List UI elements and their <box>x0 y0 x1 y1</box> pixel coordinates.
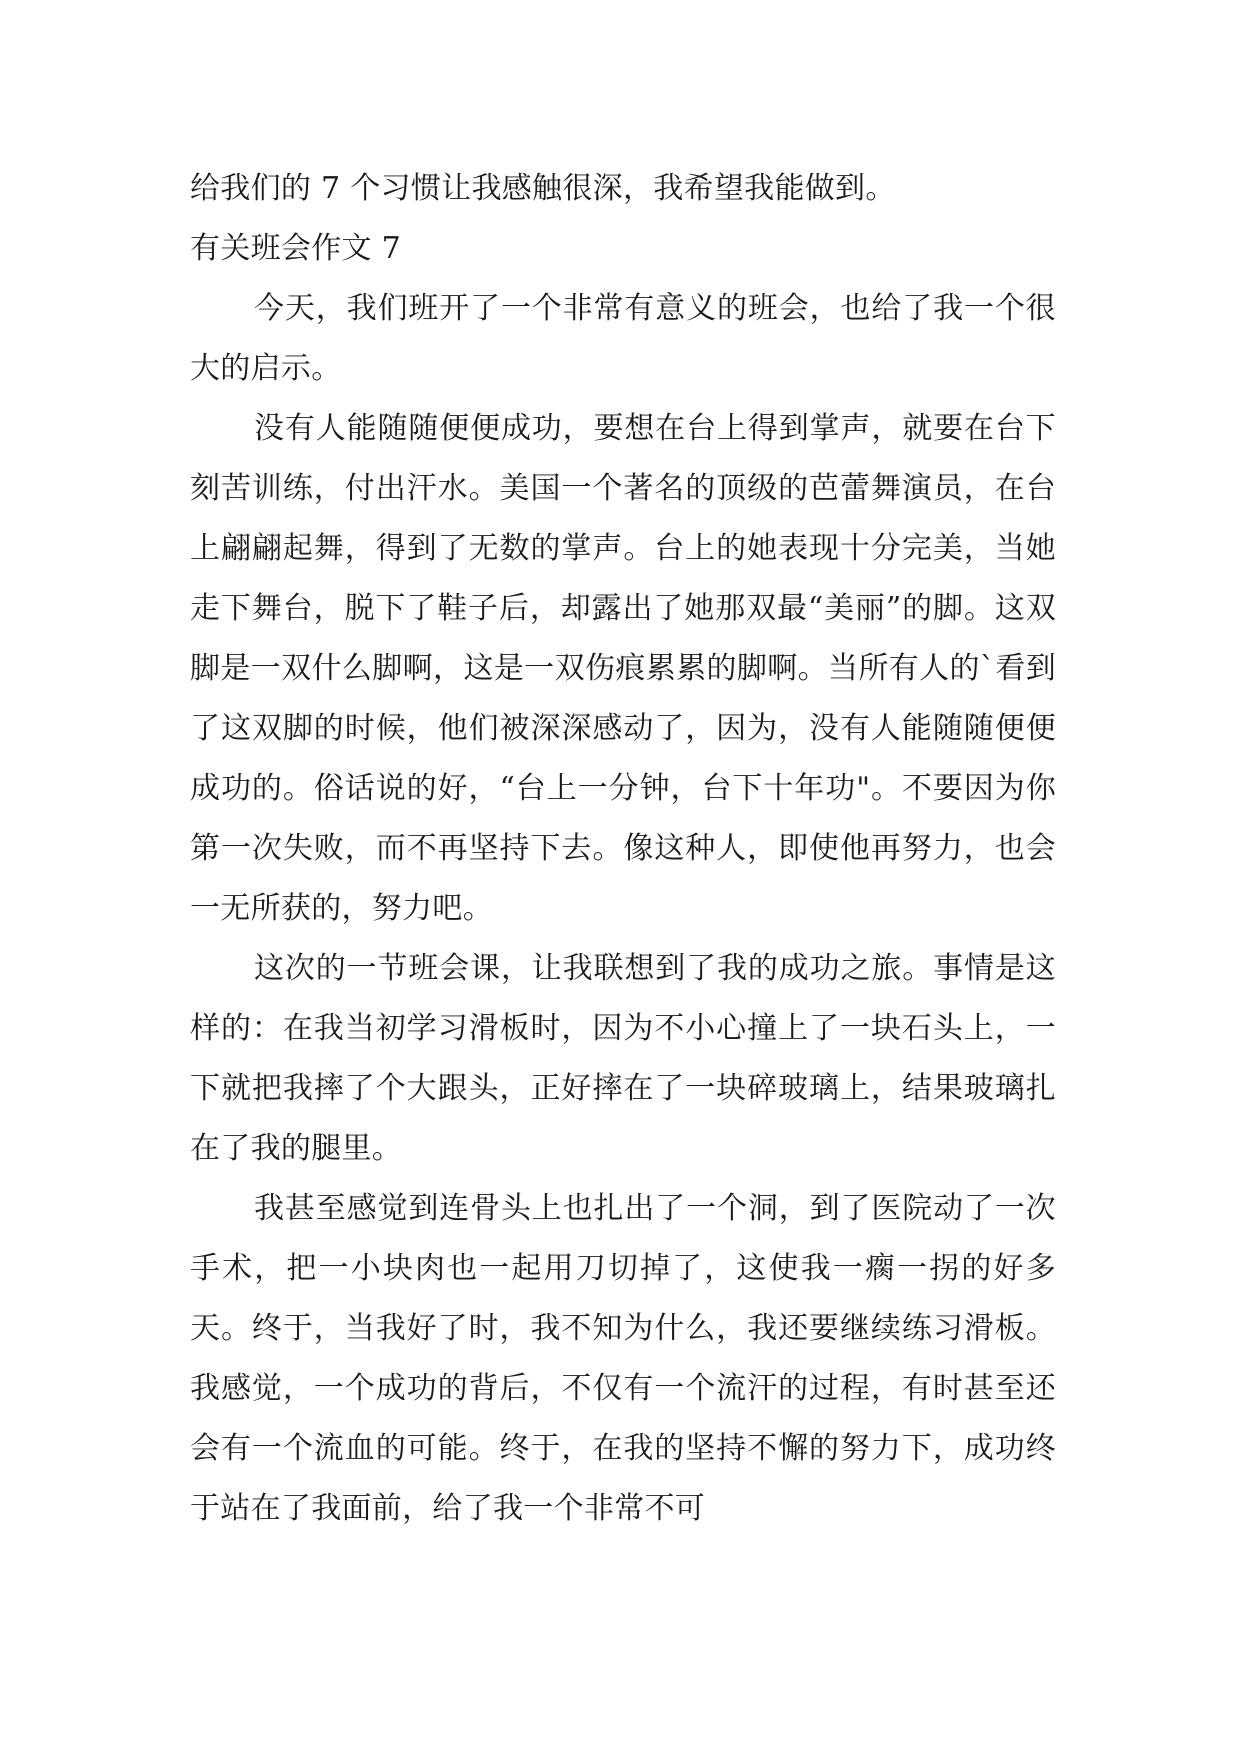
paragraph-2: 没有人能随随便便成功，要想在台上得到掌声，就要在台下刻苦训练，付出汗水。美国一个著名的顶级的芭蕾舞演员，在台上翩翩起舞，得到了无数的掌声。台上的她表现十分完美，当她走下舞台，脱下了鞋子后，却露出了她那双最“美丽”的脚。这双脚是一双什么脚啊，这是一双伤痕累累的脚啊。当所有人的`看到了这双脚的时候，他们被深深感动了，因为，没有人能随随便便成功的。俗话说的好，“台上一分钟，台下十年功"。不要因为你第一次失败，而不再坚持下去。像这种人，即使他再努力，也会一无所获的，努力吧。 <box>190 411 1056 926</box>
intro-line: 给我们的 7 个习惯让我感触很深，我希望我能做到。 <box>190 171 896 206</box>
paragraph-1: 今天，我们班开了一个非常有意义的班会，也给了我一个很大的启示。 <box>190 291 1056 386</box>
document-body <box>190 159 1056 1539</box>
paragraph-3: 这次的一节班会课，让我联想到了我的成功之旅。事情是这样的：在我当初学习滑板时，因为不小心撞上了一块石头上，一下就把我摔了个大跟头，正好摔在了一块碎玻璃上，结果玻璃扎在了我的腿里。 <box>190 951 1056 1166</box>
section-title: 有关班会作文 7 <box>190 231 402 266</box>
paragraph-4: 我甚至感觉到连骨头上也扎出了一个洞，到了医院动了一次手术，把一小块肉也一起用刀切掉了，这使我一瘸一拐的好多天。终于，当我好了时，我不知为什么，我还要继续练习滑板。我感觉，一个成功的背后，不仅有一个流汗的过程，有时甚至还会有一个流血的可能。终于，在我的坚持不懈的努力下，成功终于站在了我面前，给了我一个非常不可 <box>190 1191 1056 1526</box>
